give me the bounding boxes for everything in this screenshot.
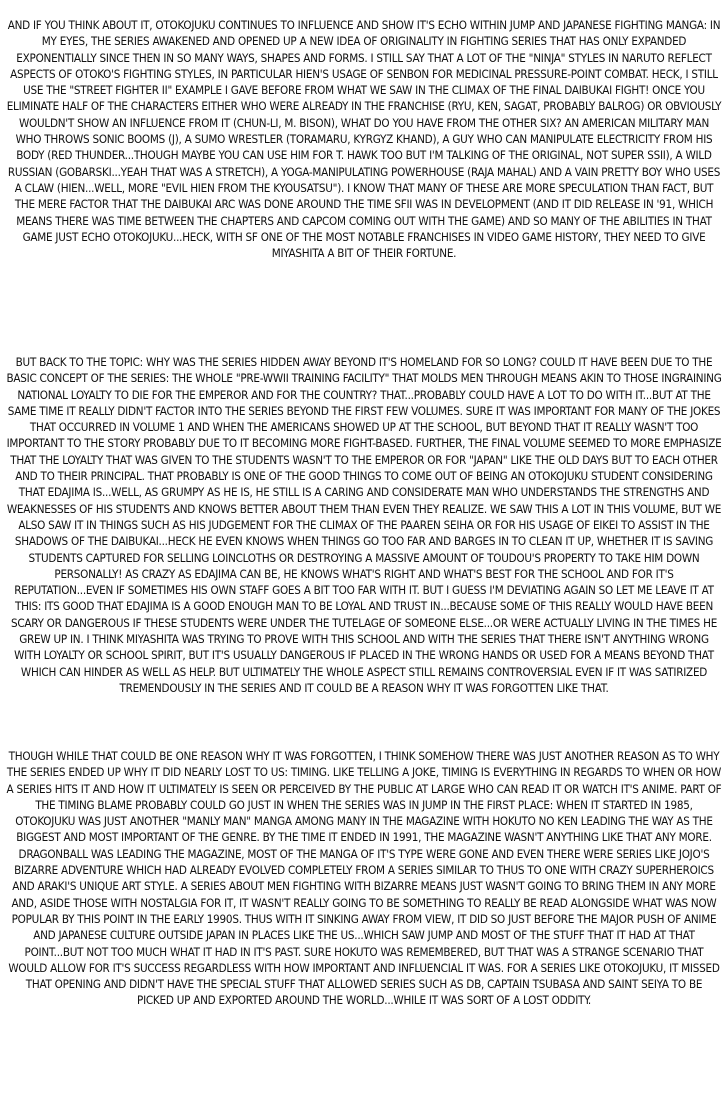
paragraph-timing: THOUGH WHILE THAT COULD BE ONE REASON WHY IT WAS FORGOTTEN, I THINK SOMEHOW THERE WAS JUST ANOTHER REASON AS TO WHY THE SERIES ENDED UP WHY IT DID NEARLY LOST TO US: TIMING. LIKE TELLING A JOKE, TIMING IS EVERYTHING IN REGARDS TO WHEN OR HOW A SERIES HITS IT AND HOW IT ULTIMATELY IS SEEN OR PERCEIVED BY THE PUBLIC AT LARGE WHO CAN READ IT OR WATCH IT'S ANIME. PART OF THE TIMING BLAME PROBABLY COULD GO JUST IN WHEN THE SERIES WAS IN JUMP IN THE FIRST PLACE: WHEN IT STARTED IN 1985, OTOKOJUKU WAS JUST ANOTHER "MANLY MAN" MANGA AMONG MANY IN THE MAGAZINE WITH HOKUTO NO KEN LEADING THE WAY AS THE BIGGEST AND MOST IMPORTANT OF THE GENRE. BY THE TIME IT ENDED IN 1991, THE MAGAZINE WASN'T ANYTHING LIKE THAT ANY MORE. DRAGONBALL WAS LEADING THE MAGAZINE, MOST OF THE MANGA OF IT'S TYPE WERE GONE AND EVEN THERE WERE SERIES LIKE JOJO'S BIZARRE ADVENTURE WHICH HAD ALREADY EVOLVED COMPLETELY FROM A SERIES SIMILAR TO THUS TO ONE WITH CRAZY SUPERHEROICS AND ARAKI'S UNIQUE ART STYLE. A SERIES ABOUT MEN FIGHTING WITH BIZARRE MEANS JUST WASN'T GOING TO BRING THEM IN ANY MORE AND, ASIDE THOSE WITH NOSTALGIA FOR IT, IT WASN'T REALLY GOING TO BE SOMETHING TO REALLY BE READ ALONGSIDE WHAT WAS NOW POPULAR BY THIS POINT IN THE EARLY 1990S. THUS WITH IT SINKING AWAY FROM VIEW, IT DID SO JUST BEFORE THE MAJOR PUSH OF ANIME AND JAPANESE CULTURE OUTSIDE JAPAN IN PLACES LIKE THE US...WHICH SAW JUMP AND MOST OF THE STUFF THAT IT HAD AT THAT POINT...BUT NOT TOO MUCH WHAT IT HAD IN IT'S PAST. SURE HOKUTO WAS REMEMBERED, BUT THAT WAS A STRANGE SCENARIO THAT WOULD ALLOW FOR IT'S SUCCESS REGARDLESS WITH HOW IMPORTANT AND INFLUENCIAL IT WAS. FOR A SERIES LIKE OTOKOJUKU, IT MISSED THAT OPENING AND DIDN'T HAVE THE SPECIAL STUFF THAT ALLOWED SERIES SUCH AS DB, CAPTAIN TSUBASA AND SAINT SEIYA TO BE PICKED UP AND EXPORTED AROUND THE WORLD...WHILE IT WAS SORT OF A LOST ODDITY.	[6, 749, 722, 1008]
paragraph-loyalty: BUT BACK TO THE TOPIC: WHY WAS THE SERIES HIDDEN AWAY BEYOND IT'S HOMELAND FOR SO LONG? COULD IT HAVE BEEN DUE TO THE BASIC CONCEPT OF THE SERIES: THE WHOLE "PRE-WWII TRAINING FACILITY" THAT MOLDS MEN THROUGH MEANS AKIN TO THOSE INGRAINING NATIONAL LOYALTY TO DIE FOR THE EMPEROR AND FOR THE COUNTRY? THAT...PROBABLY COULD HAVE A LOT TO DO WITH IT...BUT AT THE SAME TIME IT REALLY DIDN'T FACTOR INTO THE SERIES BEYOND THE FIRST FEW VOLUMES. SURE IT WAS IMPORTANT FOR MANY OF THE JOKES THAT OCCURRED IN VOLUME 1 AND WHEN THE AMERICANS SHOWED UP AT THE SCHOOL, BUT BEYOND THAT IT REALLY WASN'T TOO IMPORTANT TO THE STORY PROBABLY DUE TO IT BECOMING MORE FIGHT-BASED. FURTHER, THE FINAL VOLUME SEEMED TO MORE EMPHASIZE THAT THE LOYALTY THAT WAS GIVEN TO THE STUDENTS WASN'T TO THE EMPEROR OR FOR "JAPAN" LIKE THE OLD DAYS BUT TO EACH OTHER AND TO THEIR PRINCIPAL. THAT PROBABLY IS ONE OF THE GOOD THINGS TO COME OUT OF BEING AN OTOKOJUKU STUDENT CONSIDERING THAT EDAJIMA IS...WELL, AS GRUMPY AS HE IS, HE STILL IS A CARING AND CONSIDERATE MAN WHO UNDERSTANDS THE STRENGTHS AND WEAKNESSES OF HIS STUDENTS AND KNOWS BETTER ABOUT THEM THAN EVEN THEY REALIZE. WE SAW THIS A LOT IN THIS VOLUME, BUT WE ALSO SAW IT IN THINGS SUCH AS HIS JUDGEMENT FOR THE CLIMAX OF THE PAAREN SEIHA OR FOR HIS USAGE OF EIKEI TO ASSIST IN THE SHADOWS OF THE DAIBUKAI...HECK HE EVEN KNOWS WHEN THINGS GO TOO FAR AND BARGES IN TO CLEAN IT UP, WHETHER IT IS SAVING STUDENTS CAPTURED FOR SELLING LOINCLOTHS OR DESTROYING A MASSIVE AMOUNT OF TOUDOU'S PROPERTY TO TAKE HIM DOWN PERSONALLY! AS CRAZY AS EDAJIMA CAN BE, HE KNOWS WHAT'S RIGHT AND WHAT'S BEST FOR THE SCHOOL AND FOR IT'S REPUTATION...EVEN IF SOMETIMES HIS OWN STAFF GOES A BIT TOO FAR WITH IT. BUT I GUESS I'M DEVIATING AGAIN SO LET ME LEAVE IT AT THIS: ITS GOOD THAT EDAJIMA IS A GOOD ENOUGH MAN TO BE LOYAL AND TRUST IN...BECAUSE SOME OF THIS REALLY WOULD HAVE BEEN SCARY OR DANGEROUS IF THESE STUDENTS WERE UNDER THE TUTELAGE OF SOMEONE ELSE...OR WERE ACTUALLY LIVING IN THE TIMES HE GREW UP IN. I THINK MIYASHITA WAS TRYING TO PROVE WITH THIS SCHOOL AND WITH THE SERIES THAT THERE ISN'T ANYTHING WRONG WITH LOYALTY OR SCHOOL SPIRIT, BUT IT'S USUALLY DANGEROUS IF PLACED IN THE WRONG HANDS OR USED FOR A MEANS BEYOND THAT WHICH CAN HINDER AS WELL AS HELP. BUT ULTIMATELY THE WHOLE ASPECT STILL REMAINS CONTROVERSIAL EVEN IF IT WAS SATIRIZED TREMENDOUSLY IN THE SERIES AND IT COULD BE A REASON WHY IT WAS FORGOTTEN LIKE THAT.	[6, 355, 722, 695]
paragraph-influence: AND IF YOU THINK ABOUT IT, OTOKOJUKU CONTINUES TO INFLUENCE AND SHOW IT'S ECHO WITHIN JUMP AND JAPANESE FIGHTING MANGA: IN MY EYES, THE SERIES AWAKENED AND OPENED UP A NEW IDEA OF ORIGINALITY IN FIGHTING SERIES THAT HAS ONLY EXPANDED EXPONENTIALLY SINCE THEN IN SO MANY WAYS, SHAPES AND FORMS. I STILL SAY THAT A LOT OF THE "NINJA" STYLES IN NARUTO REFLECT ASPECTS OF OTOKO'S FIGHTING STYLES, IN PARTICULAR HIEN'S USAGE OF SENBON FOR MEDICINAL PRESSURE-POINT COMBAT. HECK, I STILL USE THE "STREET FIGHTER II" EXAMPLE I GAVE BEFORE FROM WHAT WE SAW IN THE CLIMAX OF THE FINAL DAIBUKAI FIGHT! ONCE YOU ELIMINATE HALF OF THE CHARACTERS EITHER WHO WERE ALREADY IN THE FRANCHISE (RYU, KEN, SAGAT, PROBABLY BALROG) OR OBVIOUSLY WOULDN'T SHOW AN INFLUENCE FROM IT (CHUN-LI, M. BISON), WHAT DO YOU HAVE FROM THE OTHER SIX? AN AMERICAN MILITARY MAN WHO THROWS SONIC BOOMS (J), A SUMO WRESTLER (TORAMARU, KYRGYZ KHAND), A GUY WHO CAN MANIPULATE ELECTRICITY FROM HIS BODY (RED THUNDER...THOUGH MAYBE YOU CAN USE HIM FOR T. HAWK TOO BUT I'M TALKING OF THE ORIGINAL, NOT SUPER SSII), A WILD RUSSIAN (GOBARSKI...YEAH THAT WAS A STRETCH), A YOGA-MANIPULATING POWERHOUSE (RAJA MAHAL) AND A VAIN PRETTY BOY WHO USES A CLAW (HIEN...WELL, MORE "EVIL HIEN FROM THE KYOUSATSU"). I KNOW THAT MANY OF THESE ARE MORE SPECULATION THAN FACT, BUT THE MERE FACTOR THAT THE DAIBUKAI ARC WAS DONE AROUND THE TIME SFII WAS IN DEVELOPMENT (AND IT DID RELEASE IN '91, WHICH MEANS THERE WAS TIME BETWEEN THE CHAPTERS AND CAPCOM COMING OUT WITH THE GAME) AND SO MANY OF THE ABILITIES IN THAT GAME JUST ECHO OTOKOJUKU...HECK, WITH SF ONE OF THE MOST NOTABLE FRANCHISES IN VIDEO GAME HISTORY, THEY NEED TO GIVE MIYASHITA A BIT OF THEIR FORTUNE.	[6, 18, 722, 261]
